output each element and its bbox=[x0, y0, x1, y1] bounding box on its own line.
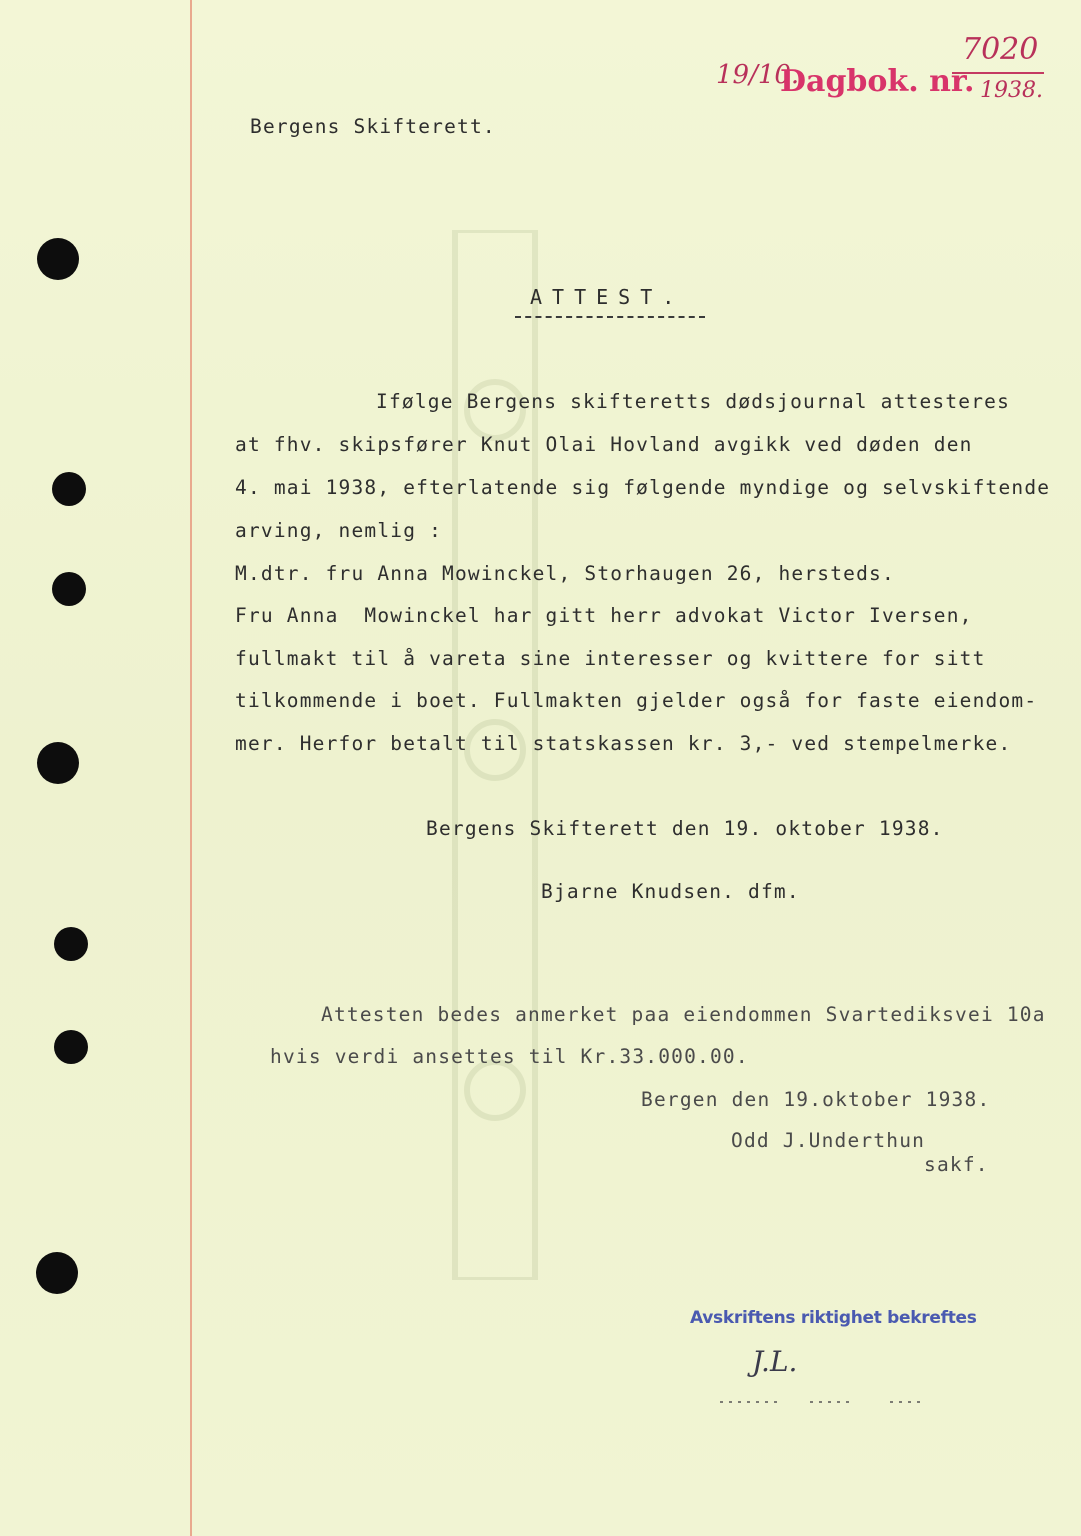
body-line: 4. mai 1938, efterlatende sig følgende myndige og selvskiftende bbox=[235, 476, 1051, 499]
body-line: Ifølge Bergens skifteretts dødsjournal attesteres bbox=[376, 390, 1011, 413]
punch-hole bbox=[52, 472, 86, 506]
watermark-graphic bbox=[445, 230, 545, 1280]
dagbok-year-handwritten: 1938. bbox=[980, 78, 1043, 103]
signature-dots bbox=[720, 1398, 930, 1406]
body-line: tilkommende i boet. Fullmakten gjelder også for faste eiendom- bbox=[235, 689, 1038, 712]
note-line: hvis verdi ansettes til Kr.33.000.00. bbox=[270, 1045, 749, 1068]
note-date: Bergen den 19.oktober 1938. bbox=[641, 1088, 991, 1111]
dagbok-stamp-label: Dagbok. nr. bbox=[780, 64, 975, 99]
handwritten-initials: J.L. bbox=[752, 1345, 798, 1378]
punch-hole bbox=[52, 572, 86, 606]
dagbok-number-handwritten: 7020 bbox=[962, 32, 1039, 67]
clerk-signature: Bjarne Knudsen. dfm. bbox=[541, 880, 800, 903]
body-line: at fhv. skipsfører Knut Olai Hovland avgikk ved døden den bbox=[235, 433, 973, 456]
stamp-date-handwritten: 19/10. bbox=[716, 60, 800, 90]
note-signer-title: sakf. bbox=[924, 1153, 989, 1176]
certification-stamp: Avskriftens riktighet bekreftes bbox=[690, 1308, 977, 1328]
note-line: Attesten bedes anmerket paa eiendommen Svartediksvei 10a bbox=[321, 1003, 1046, 1026]
punch-hole bbox=[37, 742, 79, 784]
punch-hole bbox=[54, 1030, 88, 1064]
place-date: Bergens Skifterett den 19. oktober 1938. bbox=[426, 817, 944, 840]
margin-line bbox=[190, 0, 192, 1536]
body-line: mer. Herfor betalt til statskassen kr. 3,- ved stempelmerke. bbox=[235, 732, 1012, 755]
document-title: ATTEST. bbox=[530, 285, 685, 309]
court-header: Bergens Skifterett. bbox=[250, 115, 496, 138]
body-line: Fru Anna Mowinckel har gitt herr advokat Victor Iversen, bbox=[235, 604, 973, 627]
note-signer: Odd J.Underthun bbox=[731, 1129, 926, 1152]
punch-hole bbox=[54, 927, 88, 961]
title-underline bbox=[515, 316, 705, 318]
body-line: M.dtr. fru Anna Mowinckel, Storhaugen 26, hersteds. bbox=[235, 562, 895, 585]
body-line: arving, nemlig : bbox=[235, 519, 443, 542]
stamp-number-line bbox=[952, 72, 1044, 74]
punch-hole bbox=[37, 238, 79, 280]
punch-hole bbox=[36, 1252, 78, 1294]
body-line: fullmakt til å vareta sine interesser og kvittere for sitt bbox=[235, 647, 986, 670]
